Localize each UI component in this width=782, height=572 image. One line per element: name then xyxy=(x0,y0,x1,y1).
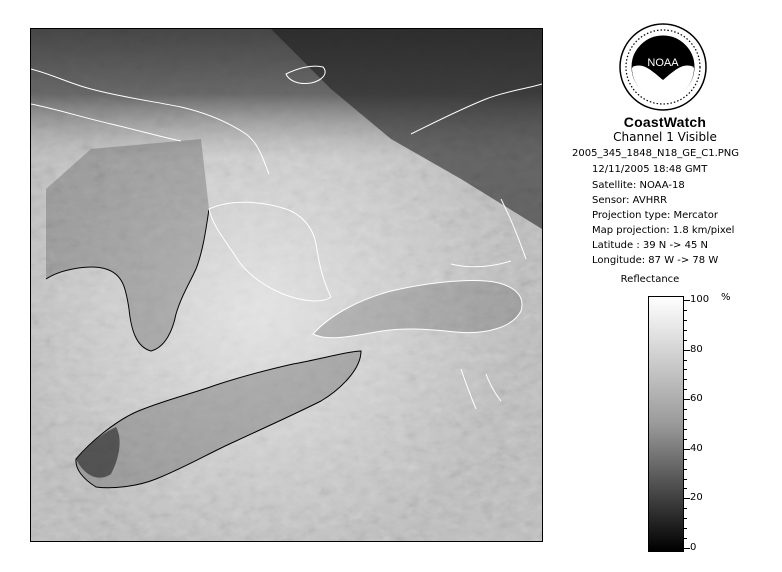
legend-minor-tick xyxy=(684,330,687,331)
legend-minor-tick xyxy=(684,508,687,509)
legend-tick-label: 60 xyxy=(690,393,703,405)
longitude-text: Longitude: 87 W -> 78 W xyxy=(592,255,719,266)
legend-title: Reflectance xyxy=(620,274,680,285)
legend-tick-label: 20 xyxy=(690,492,703,504)
legend-unit: % xyxy=(721,292,731,303)
datetime-text: 12/11/2005 18:48 GMT xyxy=(592,164,708,175)
legend-minor-tick xyxy=(684,479,687,480)
brand-title: CoastWatch xyxy=(623,114,707,130)
legend-minor-tick xyxy=(684,360,687,361)
legend-minor-tick xyxy=(684,459,687,460)
legend-minor-tick xyxy=(684,379,687,380)
legend-minor-tick xyxy=(684,518,687,519)
filename-text: 2005_345_1848_N18_GE_C1.PNG xyxy=(572,148,740,159)
legend-minor-tick xyxy=(684,488,687,489)
legend-tick-label: 40 xyxy=(690,442,703,454)
legend-tick-label: 100 xyxy=(690,294,710,305)
legend-minor-tick xyxy=(684,538,687,539)
satellite-image-canvas xyxy=(31,29,542,541)
map-projection-text: Map projection: 1.8 km/pixel xyxy=(592,225,735,236)
latitude-text: Latitude : 39 N -> 45 N xyxy=(592,240,708,251)
legend-minor-tick xyxy=(684,429,687,430)
legend-minor-tick xyxy=(684,439,687,440)
legend-minor-tick xyxy=(684,528,687,529)
legend-minor-tick xyxy=(684,320,687,321)
projection-type-text: Projection type: Mercator xyxy=(592,210,718,221)
legend-minor-tick xyxy=(684,310,687,311)
channel-title: Channel 1 Visible xyxy=(613,130,717,144)
legend-minor-tick xyxy=(684,389,687,390)
sensor-text: Sensor: AVHRR xyxy=(592,195,668,206)
legend-minor-tick xyxy=(684,340,687,341)
logo-text: NOAA xyxy=(647,57,679,69)
satellite-image xyxy=(30,28,543,542)
legend-tick-label: 80 xyxy=(690,343,703,355)
legend-minor-tick xyxy=(684,409,687,410)
satellite-text: Satellite: NOAA-18 xyxy=(592,180,685,191)
reflectance-colorbar xyxy=(648,296,684,552)
legend-minor-tick xyxy=(684,369,687,370)
legend-minor-tick xyxy=(684,419,687,420)
legend-tick-label: 0 xyxy=(690,542,697,553)
noaa-logo xyxy=(618,22,708,112)
legend-minor-tick xyxy=(684,469,687,470)
